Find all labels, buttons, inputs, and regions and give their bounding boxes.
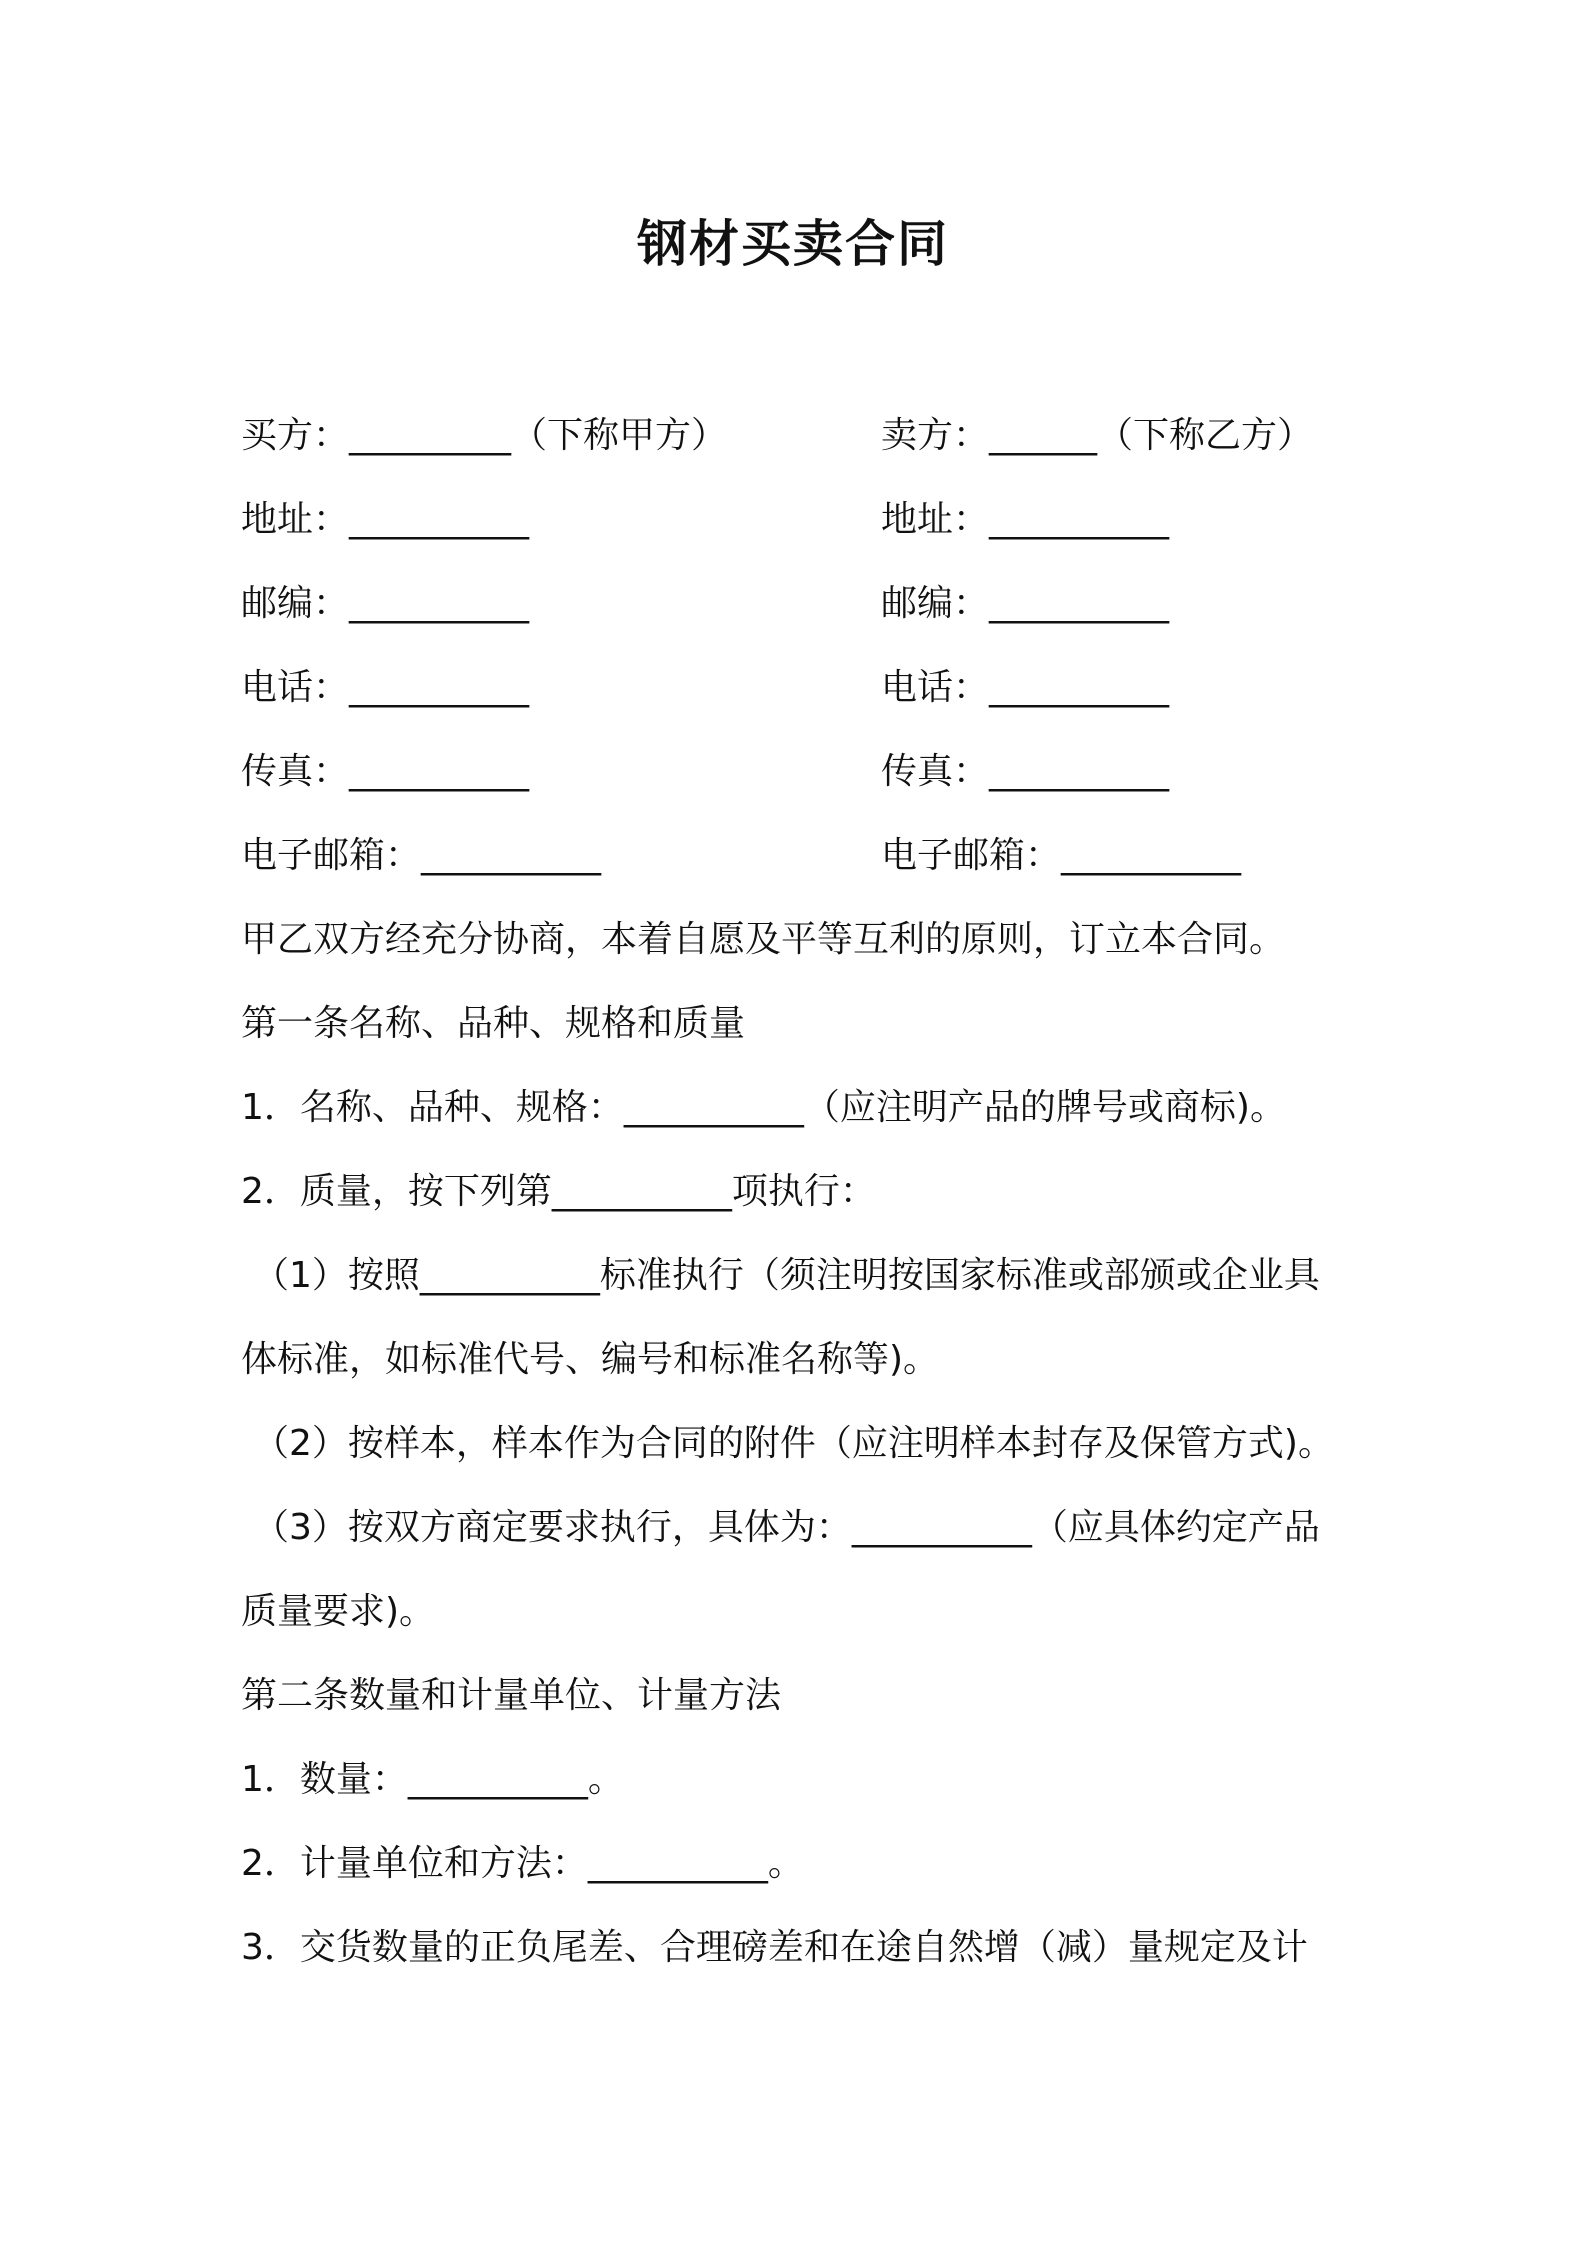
article-1-sub-1-line-2: 体标准，如标准代号、编号和标准名称等)。: [241, 1339, 940, 1380]
article-2-item-1: 1．数量：__________。: [241, 1759, 624, 1800]
intro-paragraph: 甲乙双方经充分协商，本着自愿及平等互利的原则，订立本合同。: [241, 919, 1286, 960]
article-1-sub-1-line-1: （1）按照__________标准执行（须注明按国家标准或部颁或企业具: [253, 1255, 1320, 1296]
article-2-heading: 第二条数量和计量单位、计量方法: [241, 1675, 782, 1716]
document-title: 钢材买卖合同: [637, 215, 949, 273]
seller-fax-line: 传真：__________: [881, 751, 1170, 792]
article-1-sub-2: （2）按样本，样本作为合同的附件（应注明样本封存及保管方式)。: [253, 1423, 1334, 1464]
buyer-phone-line: 电话：__________: [241, 667, 530, 708]
seller-postcode-line: 邮编：__________: [881, 583, 1170, 624]
seller-name-line: 卖方：______（下称乙方）: [881, 415, 1314, 456]
buyer-address-line: 地址：__________: [241, 499, 530, 540]
seller-email-line: 电子邮箱：__________: [881, 835, 1242, 876]
article-1-sub-3-line-1: （3）按双方商定要求执行，具体为：__________（应具体约定产品: [253, 1507, 1320, 1548]
buyer-name-line: 买方：_________（下称甲方）: [241, 415, 728, 456]
article-1-sub-3-line-2: 质量要求)。: [241, 1591, 436, 1632]
article-1-item-1: 1．名称、品种、规格：__________（应注明产品的牌号或商标)。: [241, 1087, 1286, 1128]
buyer-email-line: 电子邮箱：__________: [241, 835, 602, 876]
article-1-item-2: 2．质量，按下列第__________项执行：: [241, 1171, 876, 1212]
buyer-postcode-line: 邮编：__________: [241, 583, 530, 624]
article-1-heading: 第一条名称、品种、规格和质量: [241, 1003, 746, 1044]
article-2-item-2: 2．计量单位和方法：__________。: [241, 1843, 804, 1884]
buyer-fax-line: 传真：__________: [241, 751, 530, 792]
seller-phone-line: 电话：__________: [881, 667, 1170, 708]
article-2-item-3: 3．交货数量的正负尾差、合理磅差和在途自然增（减）量规定及计: [241, 1927, 1308, 1968]
seller-address-line: 地址：__________: [881, 499, 1170, 540]
